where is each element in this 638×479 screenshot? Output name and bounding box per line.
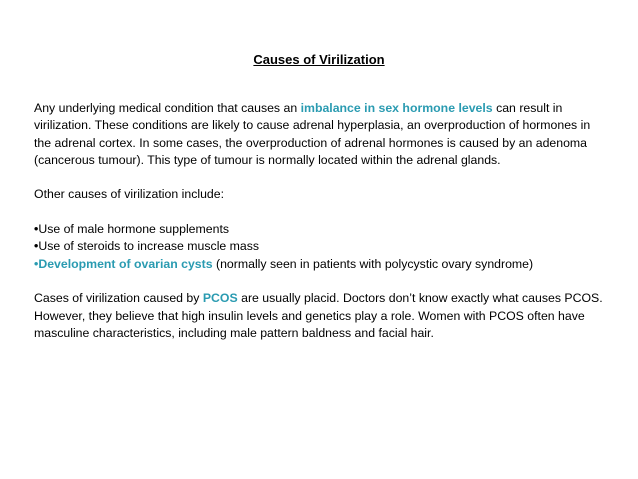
paragraph-pcos-before: Cases of virilization caused by <box>34 291 203 306</box>
spacer <box>34 204 610 221</box>
spacer <box>34 273 610 290</box>
spacer <box>34 169 610 186</box>
paragraph-intro-after: can result in virilization. These conditions are likely to cause adrenal hyperplasia, an overproduction of hormones in the adrenal cortex. In some cases, the overproduction of adrenal hormones is caused by an adenoma (cancerous tumour). This type of tumour is normally located within the adrenal glands. <box>34 101 591 167</box>
bullet-icon: • <box>34 222 39 237</box>
bullet-item <box>34 221 610 238</box>
bullet-icon: • <box>34 239 39 254</box>
paragraph-pcos <box>34 290 610 342</box>
paragraph-other-causes: Other causes of virilization include: <box>34 187 225 202</box>
bullet-icon: • <box>34 256 39 271</box>
bullet-item <box>34 238 610 255</box>
highlight-pcos: PCOS <box>202 291 238 306</box>
bullet-text: Use of steroids to increase muscle mass <box>38 239 260 254</box>
bullet-text: (normally seen in patients with polycystic ovary syndrome) <box>212 256 534 271</box>
paragraph-intro-before: Any underlying medical condition that causes an <box>34 101 301 115</box>
bullet-item <box>34 256 610 273</box>
bullet-text: Use of male hormone supplements <box>38 222 230 237</box>
paragraph-intro <box>34 100 610 169</box>
paragraph-pcos-after: are usually placid. Doctors don’t know exactly what causes PCOS. However, they believe that high insulin levels and genetics play a role. Women with PCOS often have masculine characteristics, including male pattern baldness and facial hair. <box>34 291 603 340</box>
page-title: Causes of Virilization <box>253 52 385 67</box>
highlight-ovarian-cysts: Development of ovarian cysts <box>38 256 213 271</box>
slide-body <box>34 100 610 342</box>
highlight-imbalance: imbalance in sex hormone levels <box>300 101 493 115</box>
